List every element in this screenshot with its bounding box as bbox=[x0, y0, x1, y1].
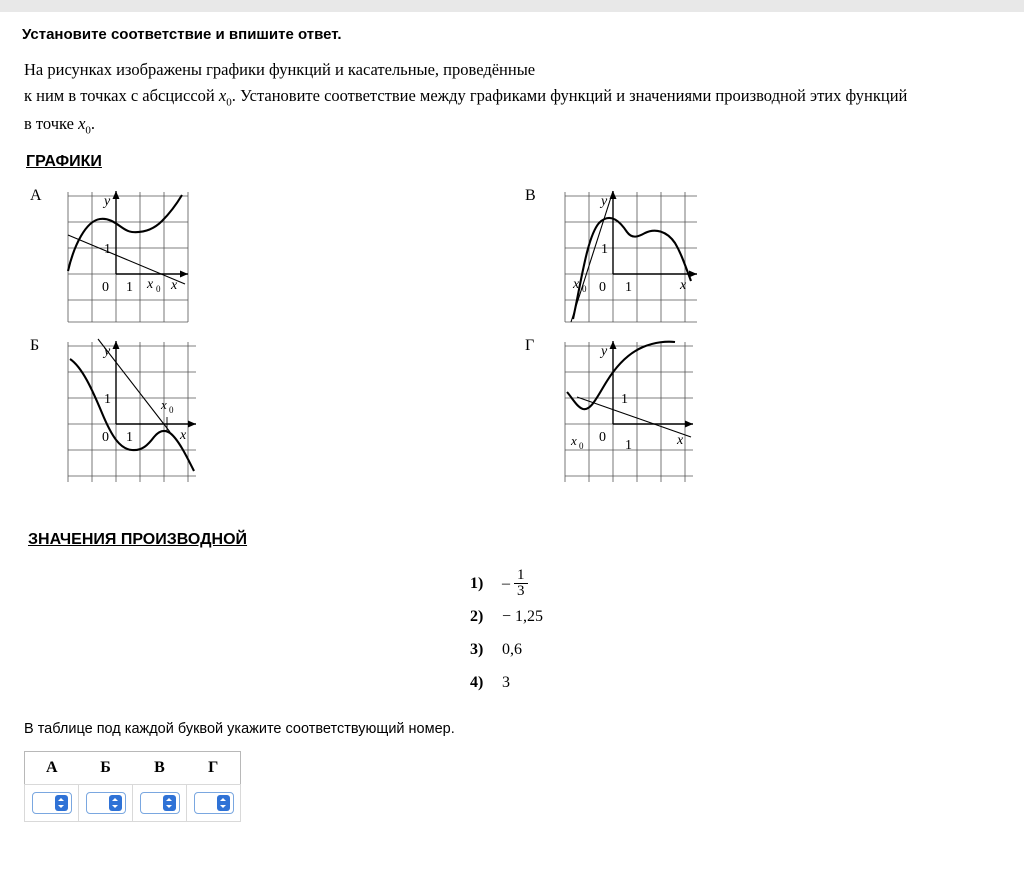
graph-item-v bbox=[525, 187, 705, 337]
derivative-value-2-number: 2) bbox=[470, 607, 484, 625]
graph-figure-g bbox=[525, 337, 705, 492]
derivative-value-1-minus: – bbox=[502, 574, 510, 592]
graph-figure-a bbox=[30, 187, 190, 332]
graph-a-axis-x: x bbox=[171, 278, 178, 294]
graph-a-x0-subscript: 0 bbox=[156, 284, 161, 295]
graph-b-tick-one-x: 1 bbox=[126, 430, 133, 446]
instruction-note: В таблице под каждой буквой укажите соответствующий номер. bbox=[24, 721, 455, 738]
derivative-value-4-text: 3 bbox=[502, 673, 510, 691]
graph-g-axis-x: x bbox=[677, 433, 684, 449]
intro-line-2-part-b: . Установите соответствие между графиками функций и значениями производной этих функций bbox=[231, 85, 908, 105]
answer-stepper-b[interactable] bbox=[86, 792, 126, 814]
graph-item-g bbox=[525, 337, 705, 497]
graph-v-axis-y: y bbox=[601, 194, 608, 210]
intro-variable-x: x bbox=[218, 85, 227, 105]
graph-item-a bbox=[30, 187, 190, 337]
intro-line-1: На рисунках изображены графики функций и касательные, проведённые bbox=[24, 60, 536, 79]
answer-stepper-a[interactable] bbox=[32, 792, 72, 814]
intro-line-3-part-b: . bbox=[90, 113, 96, 133]
answer-cell-a bbox=[25, 785, 79, 822]
graph-label-a: А bbox=[30, 187, 42, 205]
graph-g-x0-subscript: 0 bbox=[579, 441, 584, 452]
task-intro bbox=[24, 57, 1014, 139]
graph-a-tick-one-x: 1 bbox=[126, 280, 133, 296]
document-page bbox=[0, 12, 1024, 822]
derivative-value-1-fraction bbox=[514, 568, 528, 601]
derivative-value-4-number: 4) bbox=[470, 673, 484, 691]
graph-a-origin: 0 bbox=[102, 280, 109, 296]
graph-label-g: Г bbox=[525, 337, 535, 355]
graph-g-tick-one-x: 1 bbox=[625, 438, 632, 454]
graph-g-origin: 0 bbox=[599, 430, 606, 446]
fraction-denominator: 3 bbox=[514, 583, 528, 600]
intro-variable-subscript: 0 bbox=[226, 95, 232, 108]
graph-v-x0-subscript: 0 bbox=[582, 284, 587, 295]
stepper-arrows-icon[interactable] bbox=[109, 795, 122, 811]
graph-b-axis-y: y bbox=[104, 344, 111, 360]
graph-b-x0-label: x bbox=[161, 397, 167, 413]
answer-table-header-g: Г bbox=[208, 759, 219, 777]
graph-v-tick-one-y: 1 bbox=[601, 242, 608, 258]
stepper-arrows-icon[interactable] bbox=[163, 795, 176, 811]
graph-a-tick-one-y: 1 bbox=[104, 242, 111, 258]
page-title: Установите соответствие и впишите ответ. bbox=[22, 26, 342, 43]
derivative-values-list bbox=[470, 567, 1024, 699]
answer-table-input-row bbox=[25, 785, 241, 822]
graph-label-b: Б bbox=[30, 337, 40, 355]
derivative-value-1-number: 1) bbox=[470, 574, 484, 592]
graph-b-axis-x: x bbox=[180, 428, 187, 444]
intro-line-2-part-a: к ним в точках с абсциссой bbox=[24, 85, 219, 105]
graphs-container bbox=[0, 179, 1024, 509]
answer-cell-g bbox=[187, 785, 241, 822]
answer-table bbox=[24, 751, 241, 822]
stepper-arrows-icon[interactable] bbox=[217, 795, 230, 811]
graph-a-x0-label: x bbox=[147, 277, 154, 293]
graph-label-v: В bbox=[525, 187, 536, 205]
stepper-arrows-icon[interactable] bbox=[55, 795, 68, 811]
graph-v-axis-x: x bbox=[680, 278, 687, 294]
answer-table-header-v: В bbox=[154, 759, 165, 777]
answer-stepper-g[interactable] bbox=[194, 792, 234, 814]
derivative-value-2-minus: − bbox=[502, 607, 512, 625]
fraction-numerator: 1 bbox=[517, 566, 525, 583]
graph-g-x0-label: x bbox=[571, 433, 577, 449]
derivative-value-3 bbox=[470, 633, 1024, 666]
graph-v-x0-label: x bbox=[573, 277, 580, 293]
answer-stepper-v[interactable] bbox=[140, 792, 180, 814]
intro-variable-x-2: x bbox=[78, 113, 86, 133]
derivative-value-2 bbox=[470, 600, 1024, 633]
graph-g-axis-y: y bbox=[601, 344, 608, 360]
answer-table-header-row bbox=[25, 752, 241, 785]
answer-table-header-a: А bbox=[45, 759, 58, 777]
intro-line-3-part-a: в точке bbox=[24, 113, 79, 133]
derivative-value-3-text: 0,6 bbox=[502, 640, 522, 658]
derivative-value-1 bbox=[470, 567, 1024, 600]
graph-item-b bbox=[30, 337, 210, 497]
derivative-value-4 bbox=[470, 666, 1024, 699]
graphs-heading: ГРАФИКИ bbox=[26, 153, 102, 171]
answer-cell-v bbox=[133, 785, 187, 822]
browser-top-bar bbox=[0, 0, 1024, 12]
intro-variable-subscript-2: 0 bbox=[85, 124, 91, 137]
answer-cell-b bbox=[79, 785, 133, 822]
values-heading: ЗНАЧЕНИЯ ПРОИЗВОДНОЙ bbox=[28, 531, 248, 549]
derivative-value-2-text: 1,25 bbox=[515, 607, 544, 625]
graph-figure-b bbox=[30, 337, 210, 492]
answer-table-header-b: Б bbox=[100, 759, 111, 777]
graph-v-origin: 0 bbox=[599, 280, 606, 296]
graph-b-x0-subscript: 0 bbox=[169, 405, 174, 416]
graph-v-tick-one-x: 1 bbox=[625, 280, 632, 296]
graph-g-tick-one-y: 1 bbox=[621, 392, 628, 408]
graph-b-origin: 0 bbox=[102, 430, 109, 446]
graph-figure-v bbox=[525, 187, 705, 332]
derivative-value-3-number: 3) bbox=[470, 640, 484, 658]
graph-a-axis-y: y bbox=[104, 194, 111, 210]
graph-b-tick-one-y: 1 bbox=[104, 392, 111, 408]
